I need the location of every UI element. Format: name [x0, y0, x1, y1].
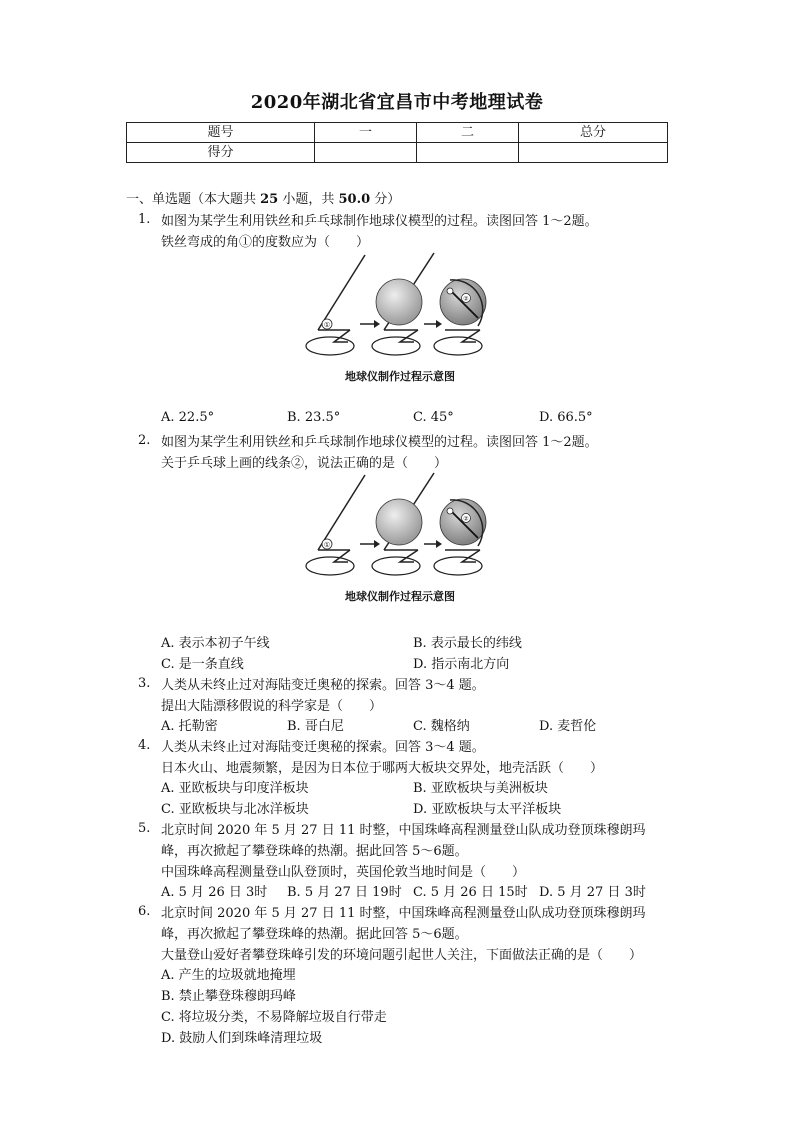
option-a[interactable]: A. 托勒密: [161, 719, 218, 734]
option-d[interactable]: D. 66.5°: [539, 410, 593, 425]
option-a[interactable]: A. 表示本初子午线: [161, 636, 270, 651]
question-text: 如图为某学生利用铁丝和乒乓球制作地球仪模型的过程。读图回答 1～2题。: [161, 435, 598, 450]
option-b[interactable]: B. 5 月 27 日 19时: [287, 885, 402, 900]
question-text: 峰，再次掀起了攀登珠峰的热潮。据此回答 5～6题。: [161, 927, 468, 942]
question-text: 关于乒乓球上画的线条②，说法正确的是（ ）: [161, 456, 448, 471]
option-b[interactable]: B. 哥白尼: [287, 719, 344, 734]
question-text: 北京时间 2020 年 5 月 27 日 11 时整，中国珠峰高程测量登山队成功登顶珠穆朗玛: [161, 823, 646, 838]
globe-diagram: [300, 470, 500, 588]
option-d[interactable]: D. 指示南北方向: [413, 657, 510, 672]
option-c[interactable]: C. 5 月 26 日 15时: [413, 885, 528, 900]
option-d[interactable]: D. 5 月 27 日 3时: [539, 885, 646, 900]
score-input-1: [315, 143, 417, 163]
option-b[interactable]: B. 23.5°: [287, 410, 341, 425]
question-text: 中国珠峰高程测量登山队登顶时，英国伦敦当地时间是（ ）: [161, 865, 526, 880]
question-text: 如图为某学生利用铁丝和乒乓球制作地球仪模型的过程。读图回答 1～2题。: [161, 214, 598, 229]
score-input-2: [417, 143, 519, 163]
option-a[interactable]: A. 22.5°: [161, 410, 215, 425]
question-number: 6.: [138, 904, 151, 919]
score-table-cell: 总分: [519, 123, 668, 143]
question-number: 2.: [138, 433, 151, 448]
score-table: [126, 122, 668, 163]
angle-label: ①: [323, 321, 331, 329]
option-a[interactable]: A. 亚欧板块与印度洋板块: [161, 781, 309, 796]
option-b[interactable]: B. 亚欧板块与美洲板块: [413, 781, 548, 796]
option-d[interactable]: D. 亚欧板块与太平洋板块: [413, 802, 562, 817]
option-b[interactable]: B. 表示最长的纬线: [413, 636, 522, 651]
option-b[interactable]: B. 禁止攀登珠穆朗玛峰: [161, 989, 296, 1004]
question-text: 人类从未终止过对海陆变迁奥秘的探索。回答 3～4 题。: [161, 740, 485, 755]
figure-caption: 地球仪制作过程示意图: [345, 370, 455, 383]
option-a[interactable]: A. 5 月 26 日 3时: [161, 885, 268, 900]
option-c[interactable]: C. 45°: [413, 410, 454, 425]
option-d[interactable]: D. 鼓励人们到珠峰清理垃圾: [161, 1031, 323, 1046]
section-mid: 小题，共: [278, 192, 339, 207]
option-c[interactable]: C. 亚欧板块与北冰洋板块: [161, 802, 309, 817]
question-text: 人类从未终止过对海陆变迁奥秘的探索。回答 3～4 题。: [161, 678, 485, 693]
question-number: 1.: [138, 212, 151, 227]
question-text: 日本火山、地震频繁，是因为日本位于哪两大板块交界处，地壳活跃（ ）: [161, 761, 604, 776]
question-text: 峰，再次掀起了攀登珠峰的热潮。据此回答 5～6题。: [161, 844, 468, 859]
question-text: 提出大陆漂移假说的科学家是（ ）: [161, 699, 383, 714]
globe-diagram: [300, 250, 500, 368]
line-label: ②: [463, 515, 469, 523]
angle-label: ①: [323, 541, 331, 549]
question-text: 大量登山爱好者攀登珠峰引发的环境问题引起世人关注，下面做法正确的是（ ）: [161, 948, 643, 963]
section-suffix: 分）: [370, 192, 401, 207]
figure-caption: 地球仪制作过程示意图: [345, 590, 455, 603]
section-prefix: 一、单选题（本大题共: [126, 192, 261, 207]
option-c[interactable]: C. 是一条直线: [161, 657, 244, 672]
section-count: 25: [260, 192, 279, 207]
question-number: 3.: [138, 676, 151, 691]
section-points: 50.0: [338, 192, 371, 207]
question-number: 5.: [138, 821, 151, 836]
score-table-score-row: [127, 143, 668, 163]
question-text: 铁丝弯成的角①的度数应为（ ）: [161, 235, 370, 250]
score-table-cell: 题号: [127, 123, 315, 143]
globe-figure: [300, 250, 500, 390]
question-text: 北京时间 2020 年 5 月 27 日 11 时整，中国珠峰高程测量登山队成功登顶珠穆朗玛: [161, 906, 646, 921]
option-d[interactable]: D. 麦哲伦: [539, 719, 597, 734]
section-heading: [126, 188, 400, 207]
score-table-cell: 得分: [127, 143, 315, 163]
score-table-header-row: [127, 123, 668, 143]
score-table-cell: 二: [417, 123, 519, 143]
score-input-total: [519, 143, 668, 163]
option-c[interactable]: C. 将垃圾分类，不易降解垃圾自行带走: [161, 1010, 387, 1025]
line-label: ②: [463, 295, 469, 303]
exam-title: 2020年湖北省宜昌市中考地理试卷: [250, 92, 544, 113]
question-number: 4.: [138, 738, 151, 753]
globe-figure: [300, 470, 500, 610]
option-c[interactable]: C. 魏格纳: [413, 719, 470, 734]
option-a[interactable]: A. 产生的垃圾就地掩埋: [161, 968, 296, 983]
score-table-cell: 一: [315, 123, 417, 143]
